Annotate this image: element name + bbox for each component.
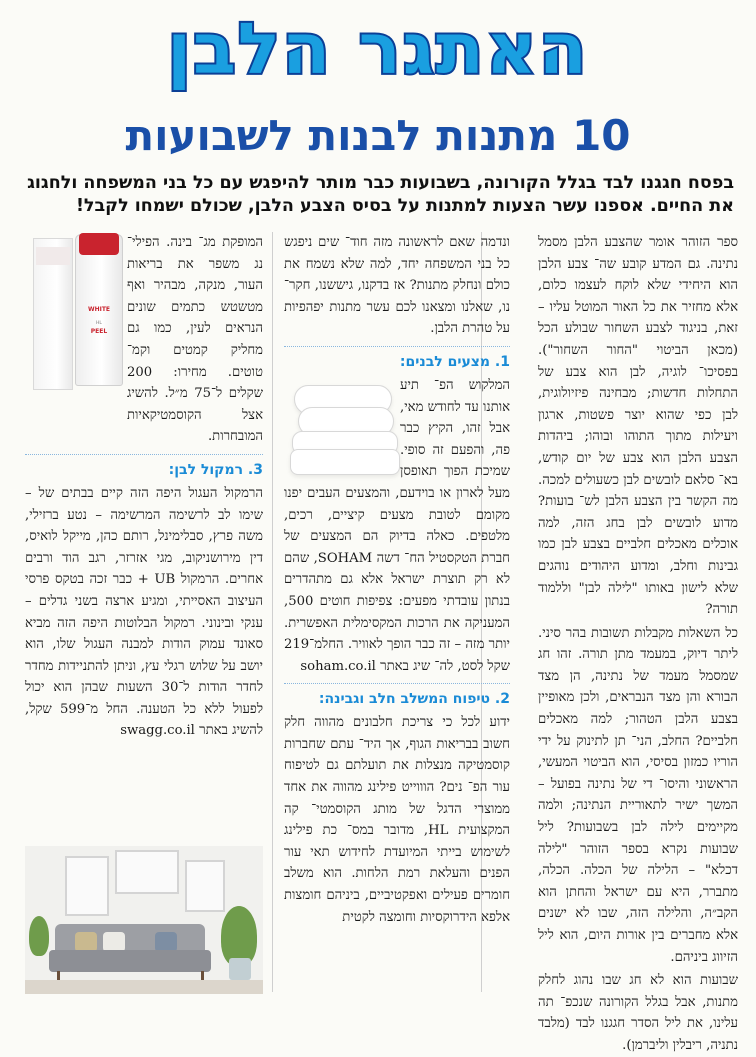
lead-paragraph: בפסח חגגנו לבד בגלל הקורונה, בשבועות כבר מותר להיפגש עם כל בני המשפחה ולחגוג את החיים. אספנו עשר הצעות למתנות על בסיס הצבע הלבן, שכולם ישמחו לקבל! bbox=[27, 173, 734, 216]
living-room-photo bbox=[25, 846, 263, 994]
section-heading-skincare: 2. טיפוח המשלב חלב וגבינה: bbox=[284, 683, 510, 710]
wall-frame bbox=[185, 860, 225, 912]
cushion bbox=[155, 932, 177, 952]
section-body: הרמקול העגול היפה הזה קיים בבתים של – שימו לב לרשימה המרשימה – נטע ברזילי, משה פרץ, סבלימינל, רותם כהן, מייקל לואיס, דין מירושניקוב, מגי אזרזר, רגב הוד ורבים אחרים. הרמקול UB + כבר זכה בטקס פרסי העיצוב האסייתי, ומגיע ארצה בשני גדלים – ענקי ובינוני. רמקול הבלוטות היפה הזה מביא סאונד עמוק הודות למבנה העגול שלו, הוא יושב על שלוש רגלי עץ, וניתן להתניידות מחדר לחדר הודות ל־30 השעות שבהן הוא יכול לפעול ללא כל הטענה. החל מ־599 שקל, להשיג באתר bbox=[25, 485, 263, 739]
peeling-product-image bbox=[31, 232, 127, 402]
website-link[interactable]: swagg.co.il bbox=[120, 723, 195, 739]
pillows-image bbox=[290, 381, 400, 477]
body-paragraph: ספר הזוהר אומר שהצבע הלבן מסמל נתינה. גם המדע קובע שה־ צבע הלבן הוא היחידי שלא לוקח לעצמו כלום, אלא מחזיר את כל האור המוטל עליו – זאת, בניגוד לצבע השחור שבולע הכל (מכאן הביטוי "החור השחור"). בפסיכו־ לוגיה, לבן הוא צבע של התחלות חדשות; מבחינה פיזיולוגית, לבן כפי שהוא יוצר פשטות, ארגון ויעילות מתוך התוהו ובוהו; ביהדות הצבע הלבן הוא צבע של יום קודש, בא־ סלאם לובשים לבן כשעולים למכה. מה הקשר בין הצבע הלבן לש־ בועות? מדוע לובשים לבן בחג הזה, למה אוכלים מאכלים חלביים בצבע לבן כמו גבינות וחלב, ומדוע היהודים נוהגים שלא לישון באותו "לילה לבן" וללמוד תורה? bbox=[538, 235, 738, 618]
product-box bbox=[33, 238, 73, 390]
plant bbox=[29, 916, 49, 956]
body-paragraph: כל השאלות מקבלות תשובות בהר סיני. ליתר דיוק, במעמד מתן תורה. זהו חג שמסמל מעמד של נתינה, הן מצד הבורא והן מצד הנבראים, ולכן מאופיין בצבע הלבן הטהור; למה מאכלים חלביים? החלב, הני־ תן לתינוק על ידי הוריו כמזון בסיסי, הוא הביטוי המעשי, הראשוני והיסו־ די של נתינה בפועל – המשך ישיר לתאוריית הנתינה; ולמה מקיימים לילה לבן בשבועות? ליל שבועות נקרא בספר הזוהר "לילה דכלא" – הלילה של הכלה. הכלה, מתברר, היא עם ישראל והחתן הוא הקב״ה, והלילה הזה, שבו לא ישנים אלא מחברים בין אורות היום, הוא ליל הזיווג ביניהם. bbox=[538, 625, 738, 965]
website-link[interactable]: soham.co.il bbox=[300, 658, 376, 674]
cushion bbox=[103, 932, 125, 952]
wall-frame bbox=[115, 850, 179, 894]
wall-frame bbox=[65, 856, 109, 916]
sofa-seat bbox=[49, 950, 211, 972]
section-body: המלקוש הפ־ תיע אותנו עד לחודש מאי, אבל זהו, הקיץ כבר פה, והפעם זה סופי. שמיכת הפוך תאופסן מעל לארון או בוידעם, והמצעים העבים יפנו מקומם לטובת מצעים קיציים, רכים, מלטפים. כאלה בדיוק הם המצעים של חברת הטקסטיל הח־ דשה SOHAM, שהם לא רק תוצרת ישראל אלא גם מתהדרים בנתון עובדתי מפעים: צפיפות חוטים 500, המעניקה את הרכות המקסימלית האפשרית. יותר מזה – זה כבר הופך לאוויר. החלמ־219 שקל לסט, לה־ שיג באתר bbox=[284, 377, 510, 674]
subheadline: 10 מתנות לבנות לשבועות bbox=[125, 111, 631, 160]
section-body: ידוע לכל כי צריכת חלבונים מהווה חלק חשוב בבריאות הגוף, אך היד־ עתם שחברות קוסמטיקה מנצלות את תועלתם גם לטיפוח עור הפ־ נים? הוווייט פילינג מהווה את אחד ממוצרי הדגל של מותג הקוסמטי־ קה המקצועית HL, מדובר במס־ כת פילינג לשימוש בייתי המיועדת לחידוש תאי עור הפנים והעלאת רמת הלחות. הוא משלב חומרים פעילים ואפקטיביים, ביניהם חומצות אלפא הידרוקסיות וחומצה לקטית bbox=[284, 715, 510, 925]
body-paragraph: המופקת מג־ בינה. הפילי־ נג משפר את בריאות העור, מנקה, מבהיר ואף מטשטש כתמים שונים הנראים לעין, כמו גם מחליק קמטים וקמ־ טוטים. מחירו: 200 שקלים ל־75 מ״ל. להשיג אצל הקוסמטיקאיות המובחרות. bbox=[127, 235, 263, 445]
product-name-label: WHITE PEEL bbox=[87, 306, 111, 335]
brand-label: HL bbox=[96, 321, 102, 326]
headline: האתגר הלבן bbox=[167, 8, 589, 90]
column-divider bbox=[272, 232, 273, 992]
plant-pot bbox=[229, 958, 251, 980]
folded-sheet-shape bbox=[290, 449, 400, 475]
body-paragraph: שבועות הוא לא חג שבו נהוג לחלק מתנות, אבל בגלל הקורונה שנכפ־ תה עלינו, את ליל הסדר חגגנו לבד (מלבד נתניה, ריבלין וליברמן). bbox=[538, 973, 738, 1053]
plant bbox=[221, 906, 257, 966]
product-tube bbox=[75, 234, 123, 386]
cushion bbox=[75, 932, 97, 952]
column-right bbox=[538, 232, 738, 1053]
section-heading-speaker: 3. רמקול לבן: bbox=[25, 454, 263, 481]
column-middle bbox=[284, 232, 510, 992]
floor bbox=[25, 980, 263, 994]
section-heading-bedding: 1. מצעים לבנים: bbox=[284, 346, 510, 373]
intro-paragraph: ונדמה שאם לראשונה מזה חוד־ שים ניפגש כל בני המשפחה יחד, למה שלא נשמח את כולם ונחלק מתנות? אז בדקנו, גיששנו, חקר־ נו, שאלנו ומצאנו לכם עשר מתנות יפהפיות על טהרת הלבן. bbox=[284, 235, 510, 337]
